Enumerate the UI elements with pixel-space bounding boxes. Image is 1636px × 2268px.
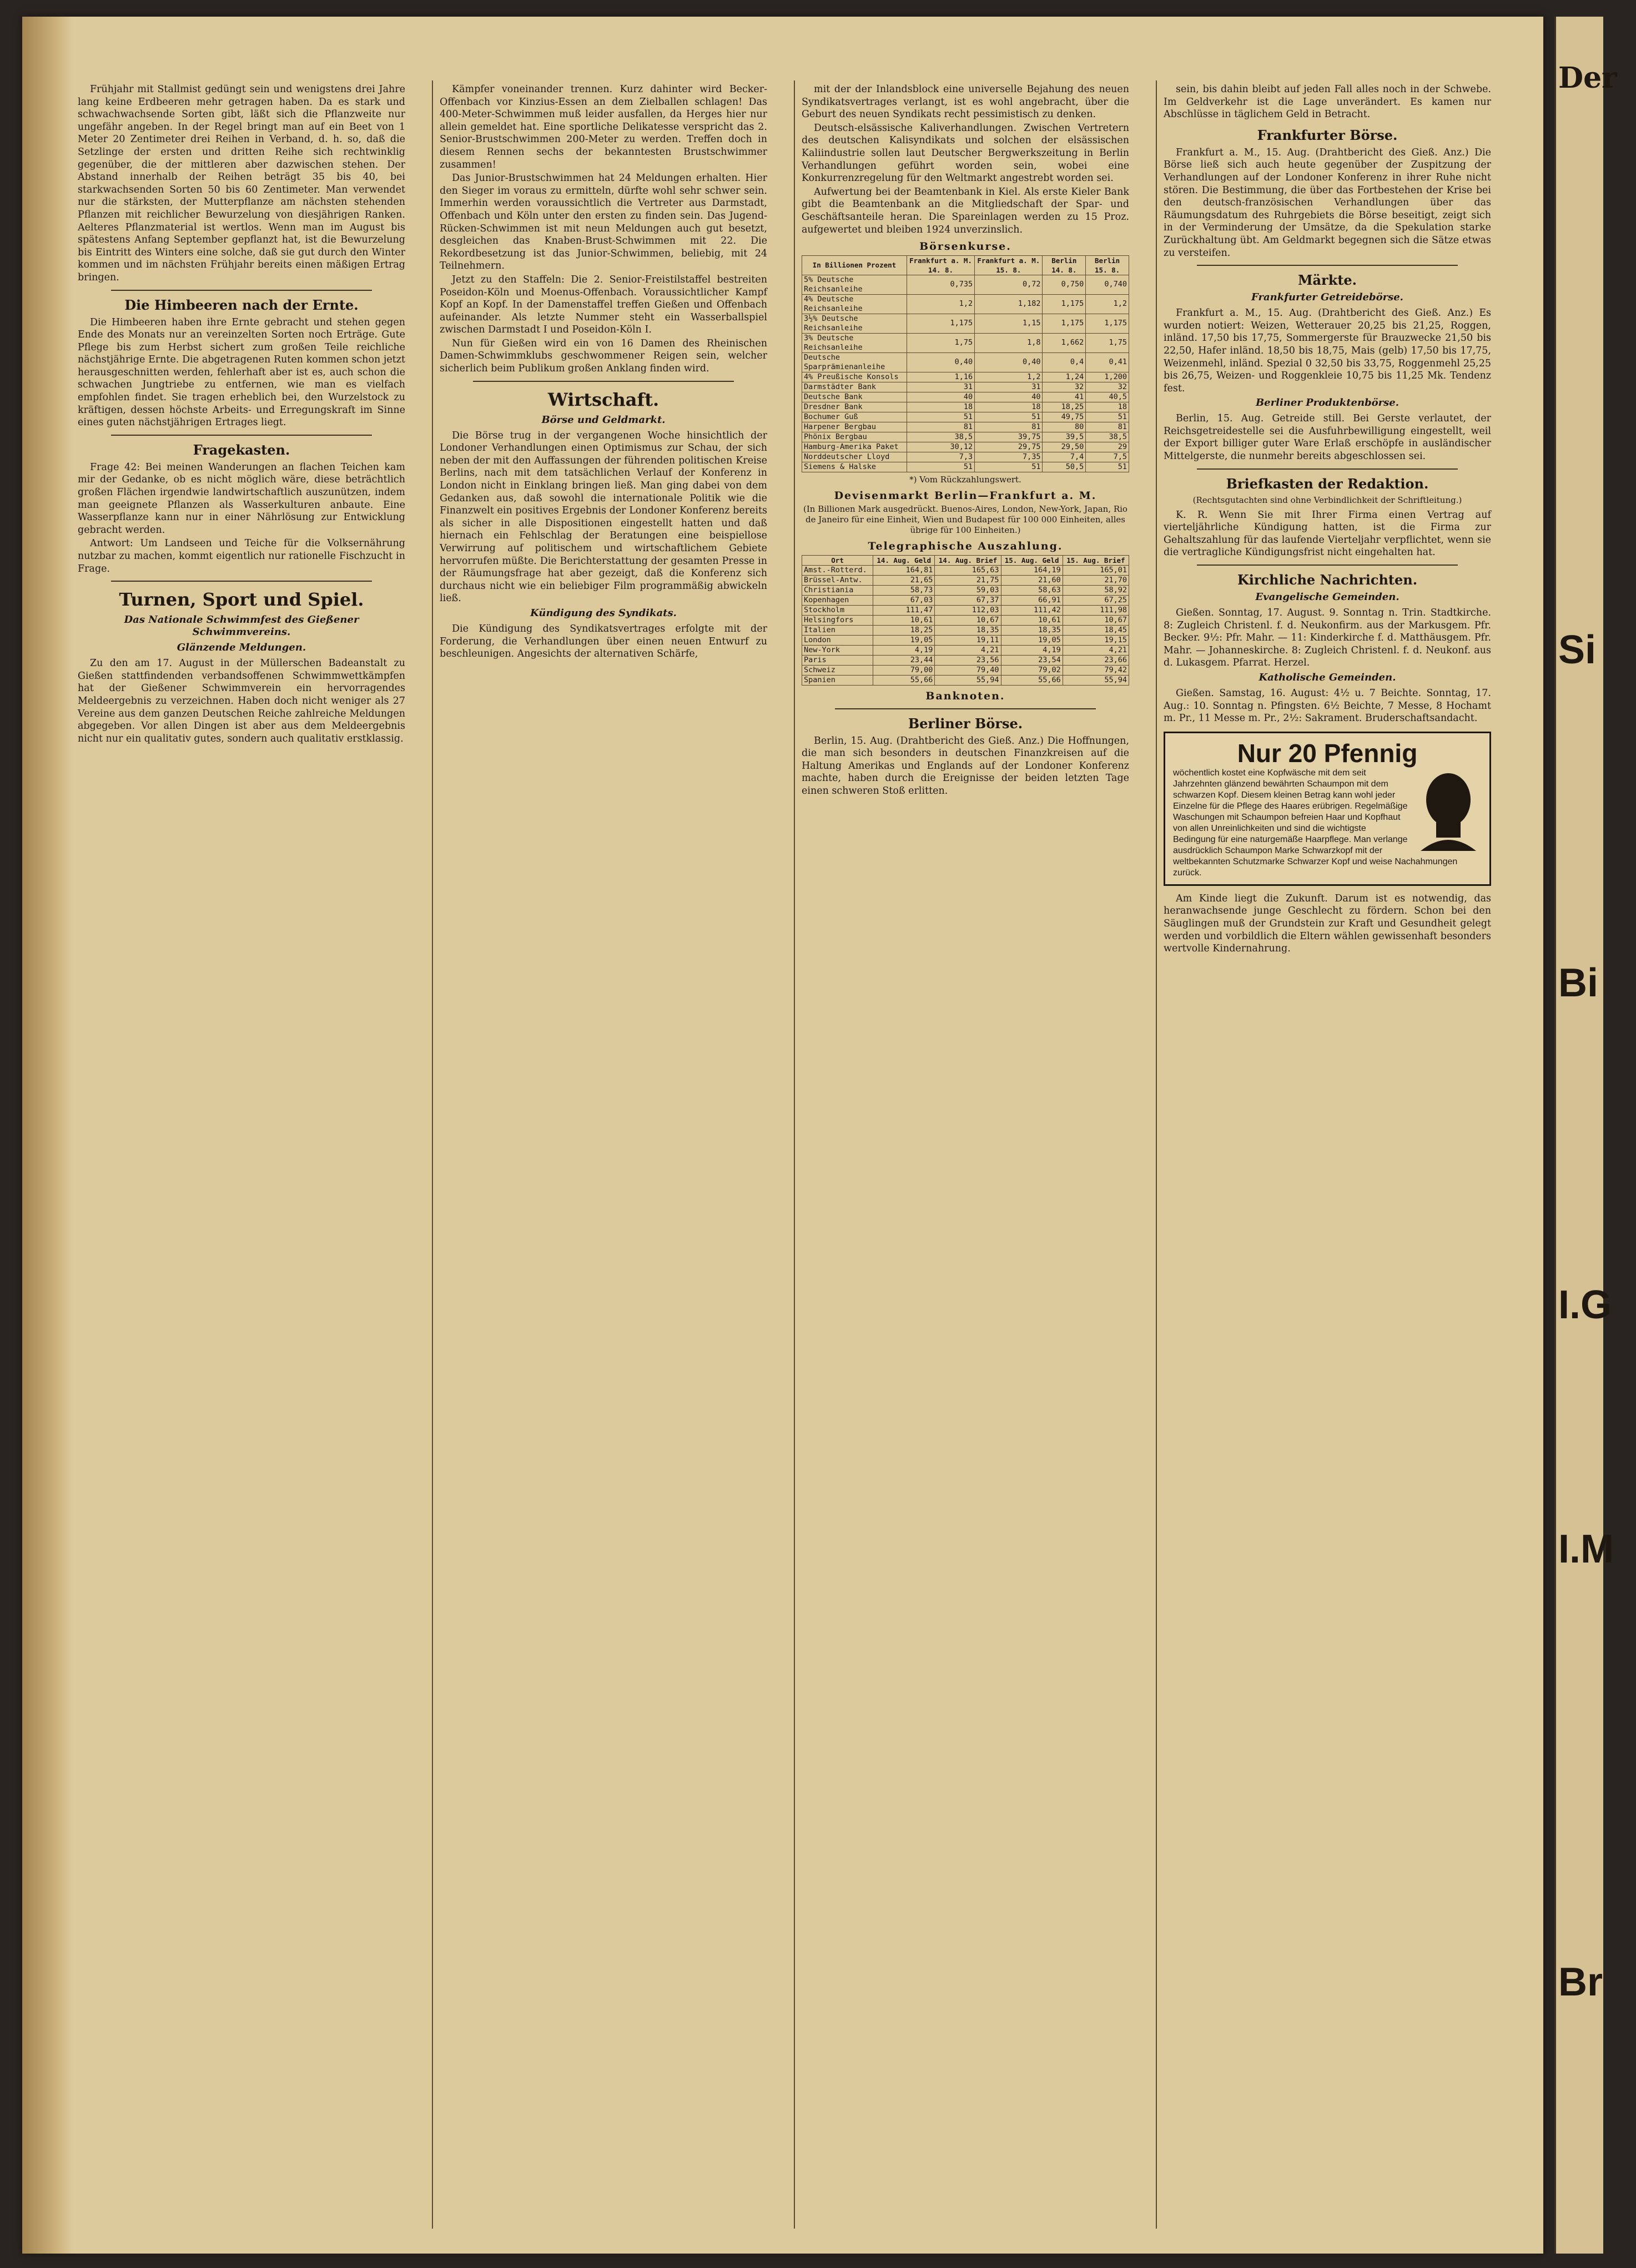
table-row <box>802 422 1129 432</box>
table-cell: 81 <box>1086 422 1129 432</box>
table-cell: 0,72 <box>975 275 1043 294</box>
section-heading: Berliner Börse. <box>908 715 1023 732</box>
table-cell: 111,47 <box>873 605 935 615</box>
table-cell: 31 <box>975 382 1043 392</box>
article-text: Frühjahr mit Stallmist gedüngt sein und wenigstens drei Jahre lang keine Erdbeeren mehr getragen haben. Da es stark und schwachwachsende Sorten gibt, läßt sich die Pflanzweite nur ungefähr angeben. In der Regel bringt man auf ein Beet von 1 Meter 20 Zentimeter drei Reihen in Verband, d. h. so, daß die Setzlinge der ersten und dritten Reihe sich rechtwinklig gegenüber, die der mittleren aber dazwischen stehen. Der Abstand innerhalb der Reihen beträgt 35 bis 40, bei starkwachsenden Sorten 50 bis 60 Zentimeter. Man verwendet nur die stärksten, der Mutterpflanze am nächsten stehenden Pflanzen mit reichlicher Bewurzelung von diesjährigen Ranken. Aelteres Pflanzmaterial ist wertlos. Wenn man im August bis spätestens Anfang September gepflanzt hat, ist die Bewurzelung bis Eintritt des Winters eine solche, daß sie gut durch den Winter kommen und im nächsten Frühjahr bereits einen mäßigen Ertrag bringen. <box>78 84 405 283</box>
table-cell: 4,19 <box>873 645 935 655</box>
table-cell: 10,67 <box>935 615 1001 625</box>
article-text: Zu den am 17. August in der Müllerschen Badeanstalt zu Gießen stattfindenden verbandsoffenen Schwimmwettkämpfen hat der Gießener Schwimmverein ein hervorragendes Meldeergebnis zu verzeichnen. Haben doch nicht weniger als 27 Vereine aus dem ganzen Deutschen Reiche zahlreiche Meldungen abgegeben. Vor allen Dingen ist aber aus dem Meldeergebnis nicht nur ein qualitativ gutes, sondern auch qualitativ erstklassig. <box>78 658 405 744</box>
table-cell: 58,63 <box>1001 585 1063 595</box>
table-subtitle: Telegraphische Auszahlung. <box>868 540 1063 553</box>
table-cell: 67,25 <box>1063 595 1129 605</box>
table-cell: 1,8 <box>975 333 1043 352</box>
table-cell: 32 <box>1043 382 1086 392</box>
subheading: Berliner Produktenbörse. <box>1255 397 1400 409</box>
table-cell: 1,75 <box>1086 333 1129 352</box>
table-row <box>802 442 1129 452</box>
section-heading: Fragekasten. <box>193 441 290 458</box>
table-cell: 51 <box>1086 412 1129 422</box>
table-cell: 40,5 <box>1086 392 1129 402</box>
table-cell: 39,75 <box>975 432 1043 442</box>
table-cell: 18 <box>1086 402 1129 412</box>
table-cell: 51 <box>975 462 1043 472</box>
subheading: Kündigung des Syndikats. <box>530 607 677 619</box>
newspaper-page <box>22 17 1543 2254</box>
table-cell: 55,66 <box>1001 675 1063 685</box>
column-4 <box>1164 83 1491 2226</box>
table-cell: 1,15 <box>975 314 1043 333</box>
table-cell: 38,5 <box>1086 432 1129 442</box>
subheading: Katholische Gemeinden. <box>1259 672 1396 683</box>
table-cell: Amst.-Rotterd. <box>802 565 873 575</box>
table-cell: 7,3 <box>907 452 974 462</box>
table-row <box>802 665 1129 675</box>
article-text: Antwort: Um Landseen und Teiche für die Volksernährung nutzbar zu machen, kommt eigentlich nur rationelle Fischzucht in Frage. <box>78 538 405 574</box>
table-cell: Darmstädter Bank <box>802 382 907 392</box>
table-header-cell: 15. Aug. Brief <box>1063 555 1129 565</box>
table-row <box>802 412 1129 422</box>
divider <box>111 290 372 291</box>
table-header-cell: Frankfurt a. M. 14. 8. <box>907 255 974 275</box>
section-heading: Turnen, Sport und Spiel. <box>119 589 364 611</box>
table-cell: 165,01 <box>1063 565 1129 575</box>
article-text: mit der der Inlandsblock eine universelle Bejahung des neuen Syndikatsvertrages verlangt, ist es wohl angebracht, über die Geburt des neuen Syndikats recht pessimistisch zu denken. <box>802 84 1129 120</box>
table-cell: 29,50 <box>1043 442 1086 452</box>
table-cell: 18 <box>907 402 974 412</box>
table-row <box>802 294 1129 314</box>
table-cell: 31 <box>907 382 974 392</box>
table-cell: Spanien <box>802 675 873 685</box>
table-cell: 79,42 <box>1063 665 1129 675</box>
table-cell: 55,66 <box>873 675 935 685</box>
table-cell: Harpener Bergbau <box>802 422 907 432</box>
table-cell: 23,56 <box>935 655 1001 665</box>
table-cell: 81 <box>907 422 974 432</box>
table-cell: 59,03 <box>935 585 1001 595</box>
table-cell: 55,94 <box>1063 675 1129 685</box>
table-cell: 1,2 <box>907 294 974 314</box>
table-cell: 4% Deutsche Reichsanleihe <box>802 294 907 314</box>
table-cell: 10,61 <box>873 615 935 625</box>
table-cell: Dresdner Bank <box>802 402 907 412</box>
section-heading: Kirchliche Nachrichten. <box>1237 572 1418 588</box>
table-cell: 21,65 <box>873 575 935 585</box>
table-cell: 30,12 <box>907 442 974 452</box>
section-heading: Märkte. <box>1297 272 1357 289</box>
table-row <box>802 575 1129 585</box>
table-cell: 3½% Deutsche Reichsanleihe <box>802 314 907 333</box>
table-cell: Deutsche Bank <box>802 392 907 402</box>
column-3 <box>802 83 1129 2226</box>
subheading: Das Nationale Schwimmfest des Gießener Schwimmvereins. <box>124 614 359 638</box>
table-row <box>802 462 1129 472</box>
table-cell: 0,40 <box>907 352 974 372</box>
adjacent-page <box>1554 17 1617 2254</box>
adjacent-headline: Der <box>1558 61 1617 95</box>
table-row <box>802 275 1129 294</box>
table-cell: 51 <box>907 462 974 472</box>
table-cell: 80 <box>1043 422 1086 432</box>
table-cell: 164,81 <box>873 565 935 575</box>
divider <box>111 435 372 436</box>
table-cell: Deutsche Sparprämienanleihe <box>802 352 907 372</box>
table-cell: 4,21 <box>935 645 1001 655</box>
table-cell: Paris <box>802 655 873 665</box>
table-cell: 0,750 <box>1043 275 1086 294</box>
table-cell: 40 <box>907 392 974 402</box>
table-note: *) Vom Rückzahlungswert. <box>909 474 1021 485</box>
table-title: Devisenmarkt Berlin—Frankfurt a. M. <box>834 489 1097 502</box>
table-cell: Stockholm <box>802 605 873 615</box>
divider <box>1197 565 1458 566</box>
table-cell: 21,70 <box>1063 575 1129 585</box>
table-cell: 67,03 <box>873 595 935 605</box>
divider <box>473 381 734 382</box>
table-cell: 29 <box>1086 442 1129 452</box>
table-cell: 51 <box>975 412 1043 422</box>
table-cell: 58,73 <box>873 585 935 595</box>
table-cell: 19,15 <box>1063 635 1129 645</box>
table-cell: 41 <box>1043 392 1086 402</box>
table-cell: 23,44 <box>873 655 935 665</box>
divider <box>1197 468 1458 470</box>
table-row <box>802 452 1129 462</box>
section-heading: Frankfurter Börse. <box>1257 127 1398 143</box>
table-cell: 32 <box>1086 382 1129 392</box>
table-row <box>802 635 1129 645</box>
table-cell: 111,42 <box>1001 605 1063 615</box>
table-cell: 5% Deutsche Reichsanleihe <box>802 275 907 294</box>
table-cell: 29,75 <box>975 442 1043 452</box>
table-cell: 21,60 <box>1001 575 1063 585</box>
subheading: Evangelische Gemeinden. <box>1255 591 1400 603</box>
table-header-cell: Berlin 14. 8. <box>1043 255 1086 275</box>
table-cell: 10,61 <box>1001 615 1063 625</box>
article-text: Gießen. Samstag, 16. August: 4½ u. 7 Beichte. Sonntag, 17. Aug.: 10. Sonntag n. Pfingsten. 6½ Beichte, 7 Messe, 8 Hochamt m. Pr., 11 Messe m. Pr., 2½: Sakrament. Bruderschaftsandacht. <box>1164 688 1491 724</box>
table-cell: 4,19 <box>1001 645 1063 655</box>
binding-edge <box>22 17 72 2254</box>
table-cell: 1,182 <box>975 294 1043 314</box>
table-cell: 79,00 <box>873 665 935 675</box>
table-title: Banknoten. <box>925 689 1005 702</box>
table-row <box>802 585 1129 595</box>
table-cell: 18,25 <box>873 625 935 635</box>
subheading: Frankfurter Getreidebörse. <box>1251 291 1403 304</box>
table-cell: 1,175 <box>1043 314 1086 333</box>
table-note: (In Billionen Mark ausgedrückt. Buenos-Aires, London, New-York, Japan, Rio de Janeiro für eine Einheit, Wien und Budapest für 100 000 Einheiten, alles übrige für 100 Einheiten.) <box>803 504 1127 536</box>
table-cell: New-York <box>802 645 873 655</box>
table-cell: 4% Preußische Konsols <box>802 372 907 382</box>
article-text: Gießen. Sonntag, 17. August. 9. Sonntag n. Trin. Stadtkirche. 8: Zugleich Christenl. f. d. Neukonfirm. aus der Markusgem. Pfr. Becker. 9½: Pfr. Mahr. — 11: Kinderkirche f. d. Matthäusgem. Pfr. Mahr. — Johanneskirche. 8: Zugleich Christenl. f. d. Neukonf. aus d. Lukasgem. Pfarrat. Herzel. <box>1164 607 1491 669</box>
table-cell: 112,03 <box>935 605 1001 615</box>
article-text: Die Kündigung des Syndikatsvertrages erfolgte mit der Forderung, die Verhandlungen über einen neuen Entwurf zu beschleunigen. Angesichts der alternativen Schärfe, <box>440 623 767 660</box>
table-cell: 18,35 <box>935 625 1001 635</box>
table-cell: 18 <box>975 402 1043 412</box>
table-cell: 50,5 <box>1043 462 1086 472</box>
column-rule <box>794 80 795 2229</box>
section-heading: Wirtschaft. <box>547 389 660 410</box>
table-cell: 39,5 <box>1043 432 1086 442</box>
table-row <box>802 432 1129 442</box>
table-cell: 0,740 <box>1086 275 1129 294</box>
table-cell: 19,05 <box>1001 635 1063 645</box>
table-row <box>802 565 1129 575</box>
table-cell: 23,66 <box>1063 655 1129 665</box>
table-cell: 7,5 <box>1086 452 1129 462</box>
table-row <box>802 675 1129 685</box>
table-row <box>802 382 1129 392</box>
table-header-cell: 14. Aug. Geld <box>873 555 935 565</box>
table-cell: 21,75 <box>935 575 1001 585</box>
article-text: Die Börse trug in der vergangenen Woche hinsichtlich der Londoner Verhandlungen einen Optimismus zur Schau, der sich neben der mit den Auffassungen der führenden politischen Kreise Berlins, nach mit dem tatsächlichen Verlauf der Konferenz in London nicht in Einklang bringen ließ. Man ging dabei von dem Gedanken aus, daß sowohl die internationale Politik wie die Finanzwelt ein positives Ergebnis der Londoner Konferenz bereits als sicher in alle Dispositionen eingestellt hatten und daß hiernach ein Fehlschlag der Beratungen eine beispiellose Verwirrung auf politischem und wirtschaftlichem Gebiete hervorrufen müßte. Die Berichterstattung der gesamten Presse in der Räumungsfrage hat aber gezeigt, daß die Konferenz sich durchaus nicht wie ein beliebiger Film programmäßig abwickeln ließ. <box>440 430 767 604</box>
article-text: Das Junior-Brustschwimmen hat 24 Meldungen erhalten. Hier den Sieger im voraus zu ermitteln, dürfte wohl sehr schwer sein. Immerhin werden voraussichtlich die Vertreter aus Darmstadt, Offenbach und Köln unter den ersten zu finden sein. Das Jugend-Rücken-Schwimmen ist mit neun Meldungen auch gut besetzt, desgleichen das Knaben-Brust-Schwimmen mit 22. Die Rekordbesetzung ist das Junior-Schwimmen, beliebig, mit 24 Teilnehmern. <box>440 173 767 272</box>
table-row <box>802 372 1129 382</box>
table-cell: 79,40 <box>935 665 1001 675</box>
table-cell: 81 <box>975 422 1043 432</box>
ad-headline: Nur 20 Pfennig <box>1237 738 1418 768</box>
adjacent-ad: I.G <box>1558 1283 1612 1327</box>
table-cell: 51 <box>1086 462 1129 472</box>
adjacent-ad: Br <box>1558 1960 1603 2004</box>
table-cell: 1,200 <box>1086 372 1129 382</box>
article-text: Die Himbeeren haben ihre Ernte gebracht und stehen gegen Ende des Monats nur an vereinzelten Sorten noch Erträge. Gute Pflege bis zum Herbst sichert zum großen Teile reichliche nächstjährige Ernte. Die abgetragenen Ruten kommen schon jetzt herausgeschnitten werden, fehlerhaft aber ist es, auch schon die schwachen Jungtriebe zu entfernen, wie man es vielfach empfohlen findet. Sie tragen erheblich bei, den Wurzelstock zu kräftigen, dessen höchste Arbeits- und Erregungskraft im Sinne eines guten nächstjährigen Ertrages liegt. <box>78 316 405 429</box>
ad-text: wöchentlich kostet eine Kopfwäsche mit dem seit Jahrzehnten glänzend bewährten Schaumpon mit dem schwarzen Kopf. Diesem kleinen Betrag kann wohl jeder Einzelne für die Pflege des Haares erübrigen. Regelmäßige Waschungen mit Schaumpon befreien Haar und Kopfhaut von allen Unreinlichkeiten und sind die wichtigste Bedingung für eine naturgemäße Haarpflege. Man verlange ausdrücklich Schaumpon Marke Schwarzkopf mit der weltbekannten Schutzmarke Schwarzer Kopf und weise Nachahmungen zurück. <box>1173 768 1458 878</box>
table-cell: Kopenhagen <box>802 595 873 605</box>
table-cell: 10,67 <box>1063 615 1129 625</box>
divider <box>111 581 372 582</box>
table-cell: 1,2 <box>1086 294 1129 314</box>
table-cell: 1,2 <box>975 372 1043 382</box>
table-cell: London <box>802 635 873 645</box>
table-cell: 40 <box>975 392 1043 402</box>
article-text: sein, bis dahin bleibt auf jeden Fall alles noch in der Schwebe. Im Geldverkehr ist die Lage unverändert. Es kamen nur Abschlüsse in täglichem Geld in Betracht. <box>1164 84 1491 120</box>
table-cell: 1,16 <box>907 372 974 382</box>
table-cell: 7,35 <box>975 452 1043 462</box>
article-text: Jetzt zu den Staffeln: Die 2. Senior-Freistilstaffel bestreiten Poseidon-Köln und Moenus-Offenbach. Voraussichtlicher Kampf Kopf an Kopf. In der Damenstaffel treffen Gießen und Offenbach aufeinander. Als letzte Nummer steht ein Wasserballspiel zwischen Darmstadt I und Poseidon-Köln I. <box>440 274 767 336</box>
adjacent-ad: Bi <box>1558 961 1598 1005</box>
column-rule <box>1156 80 1157 2229</box>
article-text: Frankfurt a. M., 15. Aug. (Drahtbericht des Gieß. Anz.) Die Börse ließ sich auch heute gegenüber der Zuspitzung der Verhandlungen auf der Londoner Konferenz in ihrer Ruhe nicht stören. Die Bestimmung, die über das Fortbestehen der Krise bei den deutsch-französischen Verhandlungen über das Räumungsdatum des Ruhrgebiets die Börse beseitigt, zeigt sich in der Verminderung der Umsätze, da die Spekulation starke Zurückhaltung übt. Am Geldmarkt begegnen sich die Sätze etwas zu versteifen. <box>1164 147 1491 259</box>
article-text: Am Kinde liegt die Zukunft. Darum ist es notwendig, das heranwachsende junge Geschlecht zu fördern. Schon bei den Säuglingen muß der Grundstein zur Kraft und Gesundheit gelegt werden und vorbildlich die Eltern wählen gewissenhaft besonders wertvolle Kindernahrung. <box>1164 893 1491 955</box>
table-header-cell: 15. Aug. Geld <box>1001 555 1063 565</box>
table-row <box>802 402 1129 412</box>
table-cell: 1,75 <box>907 333 974 352</box>
table-cell: Norddeutscher Lloyd <box>802 452 907 462</box>
table-cell: 7,4 <box>1043 452 1086 462</box>
article-text: Deutsch-elsässische Kaliverhandlungen. Zwischen Vertretern des deutschen Kalisyndikats und solchen der elsässischen Kaliindustrie sollen laut Deutscher Bergwerkszeitung in Berlin Verhandlungen geführt worden sein, wobei eine Konkurrenzregelung für den Weltmarkt angestrebt worden sei. <box>802 122 1129 184</box>
column-2 <box>440 83 767 2226</box>
table-cell: 18,45 <box>1063 625 1129 635</box>
table-cell: 1,662 <box>1043 333 1086 352</box>
table-header-cell: 14. Aug. Brief <box>935 555 1001 565</box>
table-cell: 1,175 <box>907 314 974 333</box>
table-cell: 55,94 <box>935 675 1001 685</box>
article-text: Aufwertung bei der Beamtenbank in Kiel. Als erste Kieler Bank gibt die Beamtenbank an die Mitgliedschaft der Spar- und Geschäftsanteile heran. Die Spareinlagen werden zu 15 Proz. aufgewertet und bleiben 1924 unverzinslich. <box>802 186 1129 235</box>
table-row <box>802 645 1129 655</box>
article-text: Nun für Gießen wird ein von 16 Damen des Rheinischen Damen-Schwimmklubs geschwommener Reigen sein, welcher sicherlich beim Publikum großen Anklang finden wird. <box>440 337 767 375</box>
adjacent-ad: Si <box>1558 628 1597 672</box>
table-cell: Schweiz <box>802 665 873 675</box>
table-row <box>802 655 1129 665</box>
subheading: Börse und Geldmarkt. <box>541 414 666 426</box>
table-header-cell: In Billionen Prozent <box>802 255 907 275</box>
subheading: Glänzende Meldungen. <box>177 642 306 654</box>
table-title: Börsenkurse. <box>919 240 1011 253</box>
black-head-icon <box>1415 768 1482 851</box>
article-text: Berlin, 15. Aug. (Drahtbericht des Gieß. Anz.) Die Hoffnungen, die man sich besonders in deutschen Finanzkreisen auf die Haltung Amerikas und Englands auf der Londoner Konferenz machte, haben durch die Ereignisse der beiden letzten Tage einen schweren Stoß erlitten. <box>802 735 1129 797</box>
section-heading: Die Himbeeren nach der Ernte. <box>124 296 359 313</box>
column-rule <box>432 80 433 2229</box>
table-cell: 19,11 <box>935 635 1001 645</box>
table-header-cell: Frankfurt a. M. 15. 8. <box>975 255 1043 275</box>
table-cell: 18,35 <box>1001 625 1063 635</box>
table-cell: 38,5 <box>907 432 974 442</box>
article-text: Berlin, 15. Aug. Getreide still. Bei Gerste verlautet, der Reichsgetreidestelle sei die Ausfuhrbewilligung eingestellt, weil der Export billiger guter Ware Erlaß erschöpfe in ausländischer Mittelgerste, die nunmehr bereits abgeschlossen sei. <box>1164 413 1491 462</box>
divider <box>835 708 1096 709</box>
table-header-cell: Berlin 15. 8. <box>1086 255 1129 275</box>
table-cell: 66,91 <box>1001 595 1063 605</box>
table-cell: Brüssel-Antw. <box>802 575 873 585</box>
table-cell: 79,02 <box>1001 665 1063 675</box>
table-cell: 19,05 <box>873 635 935 645</box>
table-cell: Siemens & Halske <box>802 462 907 472</box>
currency-table <box>802 555 1129 686</box>
table-cell: 51 <box>907 412 974 422</box>
table-row <box>802 625 1129 635</box>
table-cell: Phönix Bergbau <box>802 432 907 442</box>
section-heading: Briefkasten der Redaktion. <box>1226 475 1429 492</box>
table-row <box>802 333 1129 352</box>
table-cell: Bochumer Guß <box>802 412 907 422</box>
table-cell: Hamburg-Amerika Paket <box>802 442 907 452</box>
section-note: (Rechtsgutachten sind ohne Verbindlichkeit der Schriftleitung.) <box>1192 495 1462 505</box>
table-cell: 1,175 <box>1086 314 1129 333</box>
table-cell: 3% Deutsche Reichsanleihe <box>802 333 907 352</box>
table-cell: 164,19 <box>1001 565 1063 575</box>
table-cell: Italien <box>802 625 873 635</box>
table-cell: 0,41 <box>1086 352 1129 372</box>
table-cell: 4,21 <box>1063 645 1129 655</box>
table-cell: 58,92 <box>1063 585 1129 595</box>
table-row <box>802 605 1129 615</box>
advertisement <box>1164 732 1491 886</box>
table-row <box>802 595 1129 605</box>
table-cell: 18,25 <box>1043 402 1086 412</box>
table-row <box>802 352 1129 372</box>
table-row <box>802 392 1129 402</box>
table-row <box>802 314 1129 333</box>
table-cell: Christiania <box>802 585 873 595</box>
table-cell: 0,735 <box>907 275 974 294</box>
article-text: Kämpfer voneinander trennen. Kurz dahinter wird Becker-Offenbach vor Kinzius-Essen an dem Zielballen schlagen! Das 400-Meter-Schwimmen muß leider ausfallen, da Herges hier nur allein gemeldet hat. Eine sportliche Delikatesse verspricht das 2. Senior-Brustschwimmen 200-Meter zu werden. Treffen doch in diesem Rennen sechs der bekanntesten Brustschwimmer zusammen! <box>440 84 767 170</box>
table-cell: 111,98 <box>1063 605 1129 615</box>
table-cell: 0,40 <box>975 352 1043 372</box>
table-cell: 49,75 <box>1043 412 1086 422</box>
column-1 <box>78 83 405 2226</box>
article-text: Frage 42: Bei meinen Wanderungen an flachen Teichen kam mir der Gedanke, ob es nicht möglich wäre, diese beträchtlich großen Flächen irgendwie landwirtschaftlich auszunützen, indem man geeignete Pflanzen als Wasserkulturen anbaute. Eine Wasserpflanze kann nur in einer Nährlösung zur Entwicklung gebracht werden. <box>78 461 405 536</box>
table-cell: 165,63 <box>935 565 1001 575</box>
table-cell: Helsingfors <box>802 615 873 625</box>
table-cell: 1,175 <box>1043 294 1086 314</box>
table-cell: 67,37 <box>935 595 1001 605</box>
divider <box>1197 265 1458 266</box>
table-cell: 23,54 <box>1001 655 1063 665</box>
adjacent-ad: I.M <box>1558 1527 1614 1571</box>
stock-table <box>802 255 1129 472</box>
table-row <box>802 615 1129 625</box>
article-text: K. R. Wenn Sie mit Ihrer Firma einen Vertrag auf vierteljährliche Kündigung hatten, ist die Firma zur Gehaltszahlung für das laufende Vierteljahr verpflichtet, wenn sie die vertragliche Kündigungsfrist nicht eingehalten hat. <box>1164 509 1491 558</box>
article-text: Frankfurt a. M., 15. Aug. (Drahtbericht des Gieß. Anz.) Es wurden notiert: Weizen, Wetterauer 20,25 bis 21,25, Roggen, inländ. 17,50 bis 17,75, Sommergerste für Brauzwecke 21,50 bis 22,50, Hafer inländ. 18,50 bis 18,75, Mais (gelb) 17,50 bis 17,75, Weizenmehl, inländ. Spezial 0 32,50 bis 33,75, Roggenmehl 25,25 bis 26,75, Weizen- und Roggenkleie 10,75 bis 11,25 Mk. Tendenz fest. <box>1164 308 1491 394</box>
table-cell: 1,24 <box>1043 372 1086 382</box>
table-cell: 0,4 <box>1043 352 1086 372</box>
table-header-cell: Ort <box>802 555 873 565</box>
